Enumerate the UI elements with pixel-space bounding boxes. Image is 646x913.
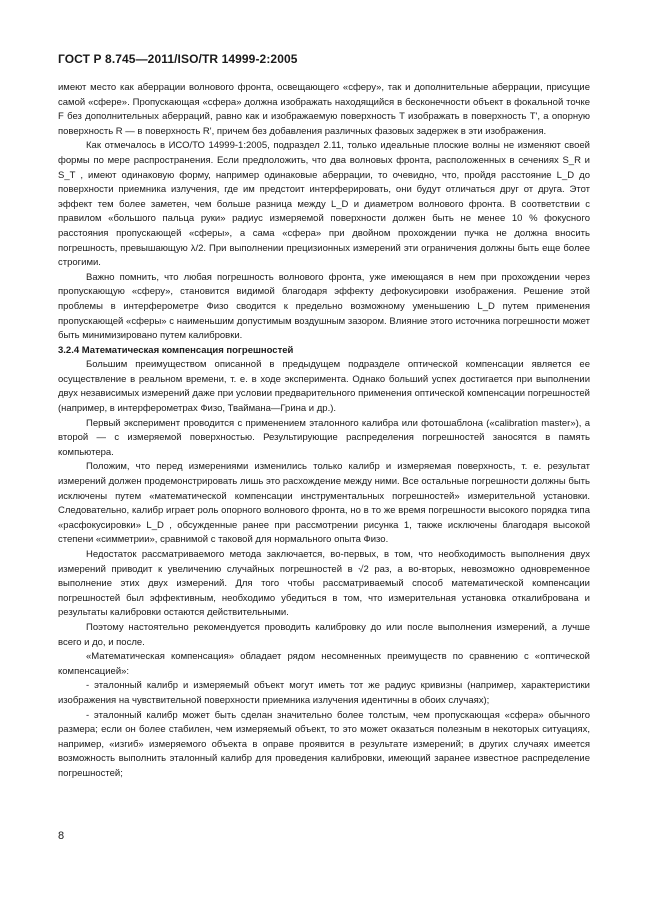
page-number: 8 xyxy=(58,830,65,842)
page-body xyxy=(58,81,590,782)
paragraph-1: имеют место как аберрации волнового фронта, освещающего «сферу», так и дополнительные аберрации, присущие самой «сфере». Пропускающая «сфера» должна изображать находящийся в бесконечности объект в фокальной точке F без дополнительных аберраций, равно как и изображаемую поверхность T изображать в поверхность T', а опорную поверхность R — в поверхность R', причем без добавления различных фазовых задержек в эти изображения. xyxy=(58,82,590,137)
document-header: ГОСТ Р 8.745—2011/ISO/TR 14999-2:2005 xyxy=(58,52,298,66)
paragraph-4: Большим преимуществом описанной в предыдущем подразделе оптической компенсации является ее осуществление в реальном времени, т. е. в ходе эксперимента. Однако больший успех достигается при выполнении двух независимых измерений даже при условии предварительного применения оптической компенсации погрешностей (например, в интерферометрах Физо, Тваймана—Грина и др.). xyxy=(58,359,590,415)
list-item-1: - эталонный калибр и измеряемый объект могут иметь тот же радиус кривизны (например, характеристики изображения на чувствительной поверхности приемника излучения идентичны в обоих случаях); xyxy=(58,680,590,706)
paragraph-9: «Математическая компенсация» обладает рядом несомненных преимуществ по сравнению с «оптической компенсацией»: xyxy=(58,651,590,677)
list-item-2: - эталонный калибр может быть сделан значительно более толстым, чем пропускающая «сфера» обычного размера; если он более стабилен, чем измеряемый объект, то это может оказаться полезным в некоторых ситуациях, например, «изгиб» измеряемого объекта в оправе проявится в результате измерений; в других случаях имеется возможность выполнить эталонный калибр для проведения калибровки, имеющий заранее известное распределение погрешностей; xyxy=(58,709,590,779)
paragraph-3: Важно помнить, что любая погрешность волнового фронта, уже имеющаяся в нем при прохождении через пропускающую «сферу», становится видимой благодаря эффекту дефокусировки изображения. Решение этой проблемы в интерферометре Физо сводится к предельно возможному уменьшению L_D путем применения пропускающей «сферы» с наименьшим допустимым воздушным зазором. Влияние этого источника погрешности может быть минимизировано путем калибровки. xyxy=(58,271,590,342)
paragraph-7: Недостаток рассматриваемого метода заключается, во-первых, в том, что необходимость выполнения двух измерений приводит к увеличению случайных погрешностей в √2 раз, а во-вторых, невозможно одновременное выполнение этих двух измерений. Для того чтобы рассматриваемый способ математической компенсации погрешностей был эффективным, необходимо убедиться в том, что измерительная установка откалибрована и результаты калибровки остаются действительными. xyxy=(58,549,590,619)
paragraph-5: Первый эксперимент проводится с применением эталонного калибра или фотошаблона («calibration master»), а второй — с измеряемой поверхностью. Результирующие распределения погрешностей заносятся в память компьютера. xyxy=(58,417,590,458)
paragraph-8: Поэтому настоятельно рекомендуется проводить калибровку до или после выполнения измерений, а лучше всего и до, и после. xyxy=(58,621,590,648)
paragraph-2: Как отмечалось в ИСО/ТО 14999-1:2005, подраздел 2.11, только идеальные плоские волны не изменяют своей формы по мере распространения. Если предположить, что два волновых фронта, расположенных в сечениях S_R и S_T , имеют одинаковую форму, например одинаковые аберрации, то очевидно, что, пройдя расстояние L_D до поверхности приемника излучения, где им предстоит интерферировать, они будут отличаться друг от друга. Этот эффект тем более заметен, чем больше разница между L_D и диаметром волнового фронта. В соответствии с правилом «большого пальца руки» радиус измеряемой поверхности должен быть не менее 10 % фокусного расстояния пропускающей «сферы», а сама «сфера» при двойном прохождении пучка не должна вносить погрешность, превышающую λ/2. При выполнении прецизионных измерений эти ограничения должны быть еще более строгими. xyxy=(58,140,590,269)
section-heading: 3.2.4 Математическая компенсация погрешностей xyxy=(58,344,294,356)
paragraph-6: Положим, что перед измерениями изменились только калибр и измеряемая поверхность, т. е. результат измерений должен продемонстрировать лишь это расхождение между ними. Все остальные погрешности должны быть исключены путем «математической компенсации инструментальных погрешностей» измерительной установки. Следовательно, калибр играет роль опорного волнового фронта, но в то же время погрешности высокого порядка типа «расфокусировки» L_D , обсужденные ранее при рассмотрении рисунка 1, также исключены благодаря высокой степени «симметрии», сравнимой с таковой для нормального опыта Физо. xyxy=(58,461,590,546)
